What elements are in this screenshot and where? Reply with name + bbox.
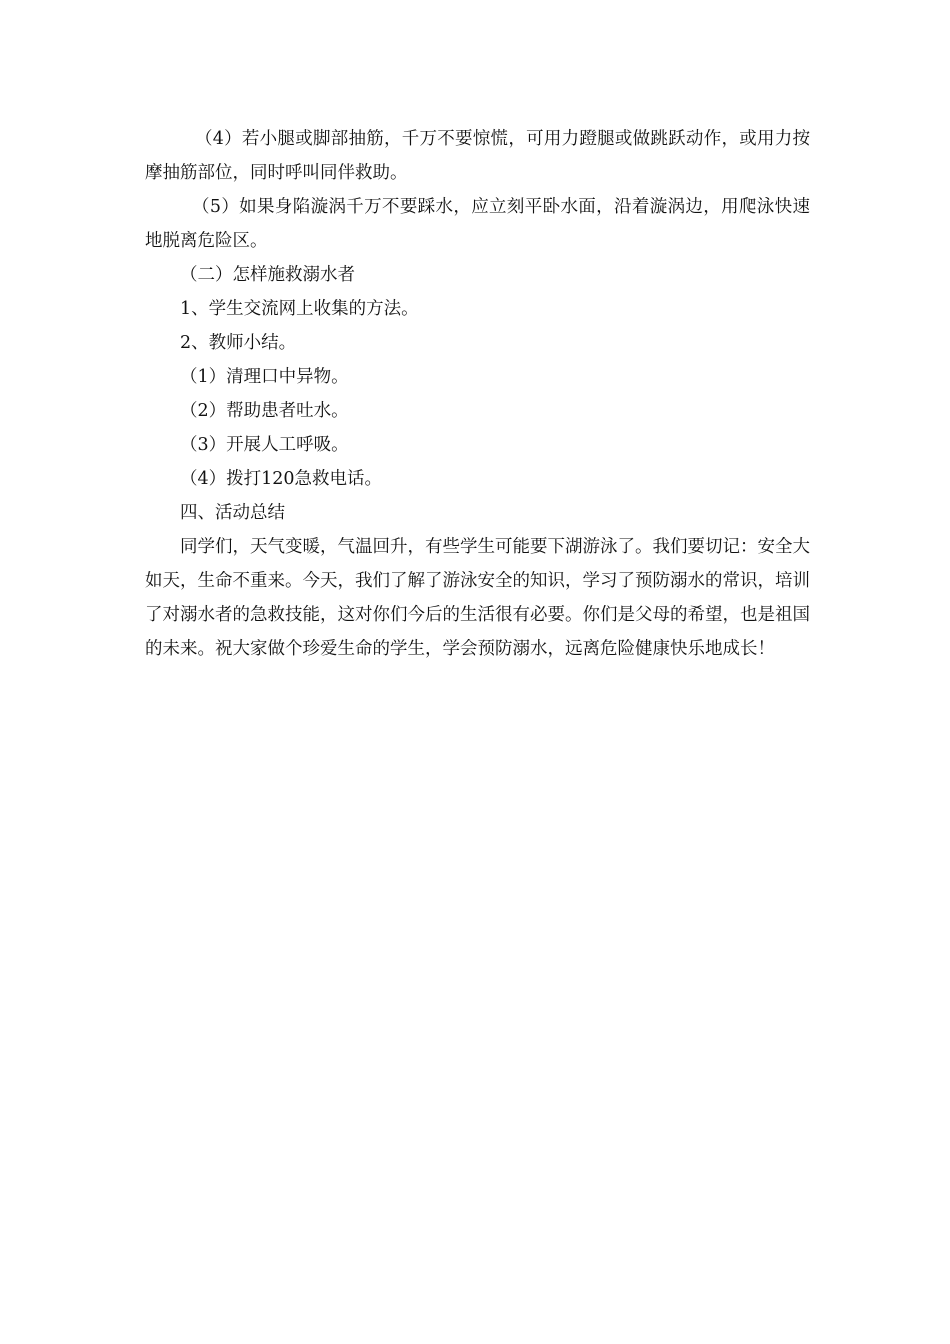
paragraph-cramp-advice: （4）若小腿或脚部抽筋，千万不要惊慌，可用力蹬腿或做跳跃动作，或用力按摩抽筋部位，同时呼叫同伴救助。 (145, 129, 810, 183)
sub-item-1: （1）清理口中异物。 (180, 367, 349, 387)
paragraph-whirlpool-advice: （5）如果身陷漩涡千万不要踩水，应立刻平卧水面，沿着漩涡边，用爬泳快速地脱离危险区。 (145, 197, 810, 251)
section-heading-summary: 四、活动总结 (180, 503, 285, 523)
list-item-1: 1、学生交流网上收集的方法。 (180, 299, 419, 319)
sub-item-2: （2）帮助患者吐水。 (180, 401, 349, 421)
sub-item-4: （4）拨打120急救电话。 (180, 469, 383, 489)
paragraph-summary: 同学们，天气变暖，气温回升，有些学生可能要下湖游泳了。我们要切记：安全大如天，生命不重来。今天，我们了解了游泳安全的知识，学习了预防溺水的常识，培训了对溺水者的急救技能，这对你们今后的生活很有必要。你们是父母的希望，也是祖国的未来。祝大家做个珍爱生命的学生，学会预防溺水，远离危险健康快乐地成长！ (145, 537, 810, 659)
section-heading-rescue: （二）怎样施救溺水者 (180, 265, 355, 285)
document-body (145, 122, 810, 666)
list-item-2: 2、教师小结。 (180, 333, 297, 353)
sub-item-3: （3）开展人工呼吸。 (180, 435, 349, 455)
